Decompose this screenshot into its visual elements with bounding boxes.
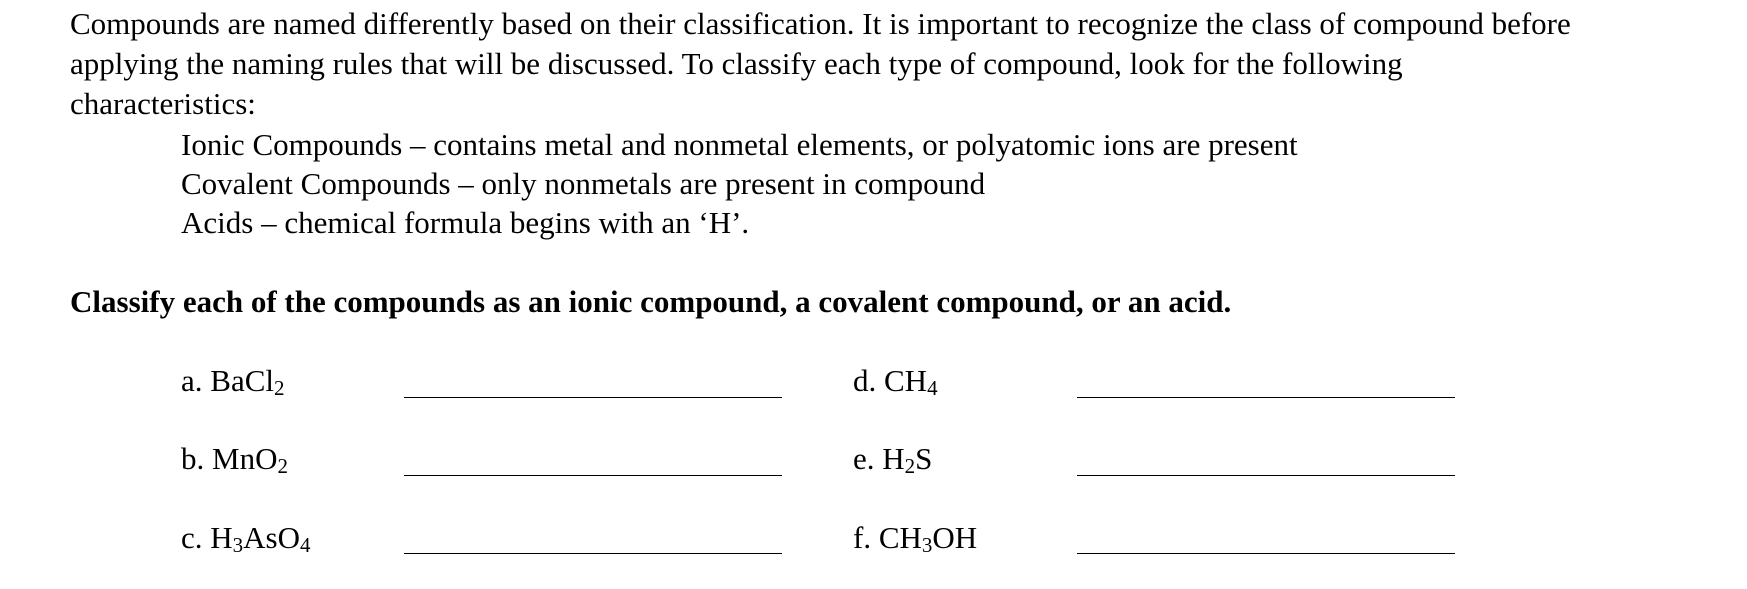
problem-letter: c.: [181, 520, 203, 555]
problem-letter: f.: [853, 520, 872, 555]
intro-paragraph: [70, 4, 1740, 124]
problem-letter: a.: [181, 363, 203, 398]
answer-blank-b[interactable]: [404, 475, 782, 476]
problem-letter: e.: [853, 441, 875, 476]
intro-line-1: Compounds are named differently based on their classification. It is important to recognize the class of compound before: [70, 6, 1571, 41]
answer-blank-d[interactable]: [1077, 397, 1455, 398]
problem-a: [181, 361, 285, 401]
problem-letter: b.: [181, 441, 205, 476]
compound-formula: $H_2S$: [882, 441, 933, 478]
definition-covalent: Covalent Compounds – only nonmetals are present in compound: [181, 166, 986, 201]
intro-line-3: characteristics:: [70, 86, 256, 121]
answer-blank-a[interactable]: [404, 397, 782, 398]
problem-c: [181, 518, 311, 558]
answer-blank-c[interactable]: [404, 553, 782, 554]
problem-b: [181, 439, 288, 479]
problem-f: [853, 518, 977, 558]
problem-letter: d.: [853, 363, 877, 398]
compound-formula: $H_3AsO_4$: [210, 520, 311, 557]
problem-e: [853, 439, 932, 479]
problem-d: [853, 361, 938, 401]
classification-definitions: [181, 125, 1298, 242]
definition-ionic: Ionic Compounds – contains metal and nonmetal elements, or polyatomic ions are present: [181, 127, 1298, 162]
compound-formula: MnO$_2$: [212, 441, 288, 478]
compound-formula: BaCl$_2$: [210, 363, 285, 400]
definition-acids: Acids – chemical formula begins with an ‘H’.: [181, 205, 750, 240]
compound-formula: $CH_4$: [884, 363, 938, 400]
intro-line-2: applying the naming rules that will be discussed. To classify each type of compound, look for the following: [70, 46, 1403, 81]
instruction-heading: Classify each of the compounds as an ionic compound, a covalent compound, or an acid.: [70, 284, 1232, 319]
answer-blank-f[interactable]: [1077, 553, 1455, 554]
answer-blank-e[interactable]: [1077, 475, 1455, 476]
compound-formula: $CH_3OH$: [878, 520, 978, 557]
